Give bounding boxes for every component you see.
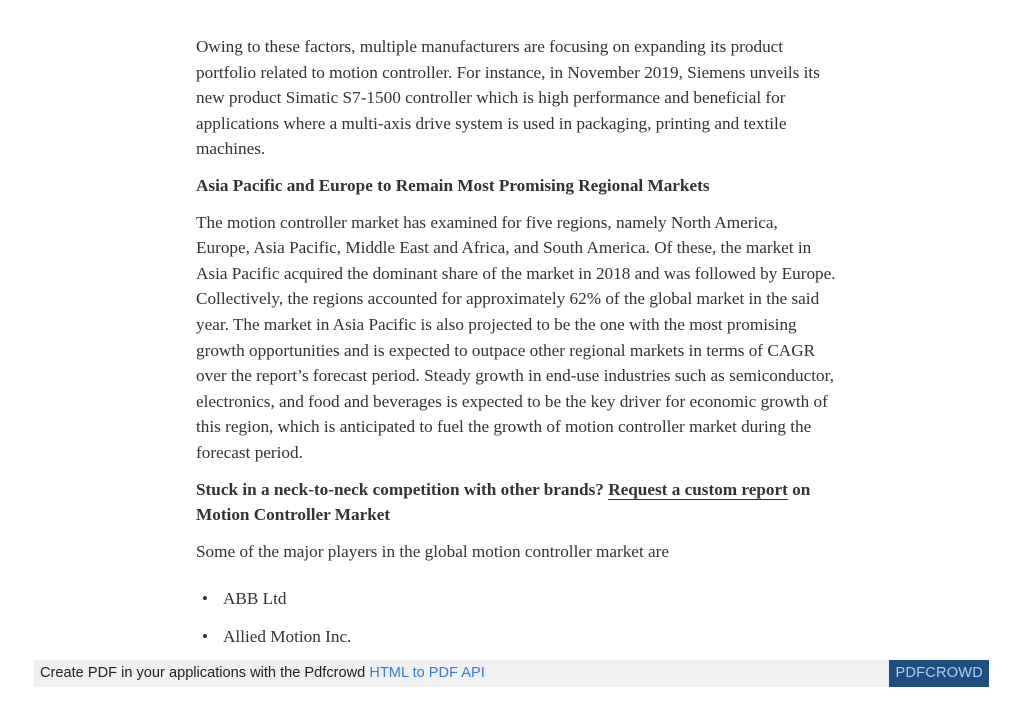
bullet-icon: •: [202, 589, 209, 609]
pdfcrowd-badge[interactable]: PDFCROWD: [889, 660, 989, 687]
intro-paragraph: Owing to these factors, multiple manufacturers are focusing on expanding its product portfolio related to motion controller. For instance, in November 2019, Siemens unveils its new product Simatic S7-1500 controller which is high performance and beneficial for applications where a multi-axis drive system is used in packaging, printing and textile machines.: [196, 37, 820, 159]
players-intro: Some of the major players in the global motion controller market are: [196, 541, 669, 561]
callout-suffix: on Motion Controller Market: [196, 479, 811, 525]
request-custom-report-link[interactable]: Request a custom report: [608, 479, 788, 499]
player-name: ABB Ltd: [223, 589, 287, 609]
pdfcrowd-footer-bar: [34, 660, 989, 687]
player-name: Allied Motion Inc.: [223, 627, 352, 647]
html-to-pdf-api-link[interactable]: HTML to PDF API: [369, 665, 485, 681]
section-heading: Asia Pacific and Europe to Remain Most Promising Regional Markets: [196, 175, 710, 195]
bullet-icon: •: [202, 627, 209, 647]
custom-report-callout: [196, 477, 836, 528]
callout-prefix: Stuck in a neck-to-neck competition with other brands?: [196, 479, 609, 499]
article-body: [196, 34, 836, 663]
footer-text: [40, 660, 485, 687]
players-list: [196, 586, 836, 650]
list-item: [196, 586, 836, 612]
footer-message: Create PDF in your applications with the Pdfcrowd: [40, 665, 370, 681]
regional-markets-paragraph: The motion controller market has examined for five regions, namely North America, Europe, Asia Pacific, Middle East and Africa, and South America. Of these, the market in Asia Pacific acquired the dominant share of the market in 2018 and was followed by Europe. Collectively, the regions accounted for approximately 62% of the global market in the said year. The market in Asia Pacific is also projected to be the one with the most promising growth opportunities and is expected to outpace other regional markets in terms of CAGR over the report’s forecast period. Steady growth in end-use industries such as semiconductor, electronics, and food and beverages is expected to be the key driver for economic growth of this region, which is anticipated to fuel the growth of motion controller market during the forecast period.: [196, 212, 836, 462]
list-item: [196, 624, 836, 650]
